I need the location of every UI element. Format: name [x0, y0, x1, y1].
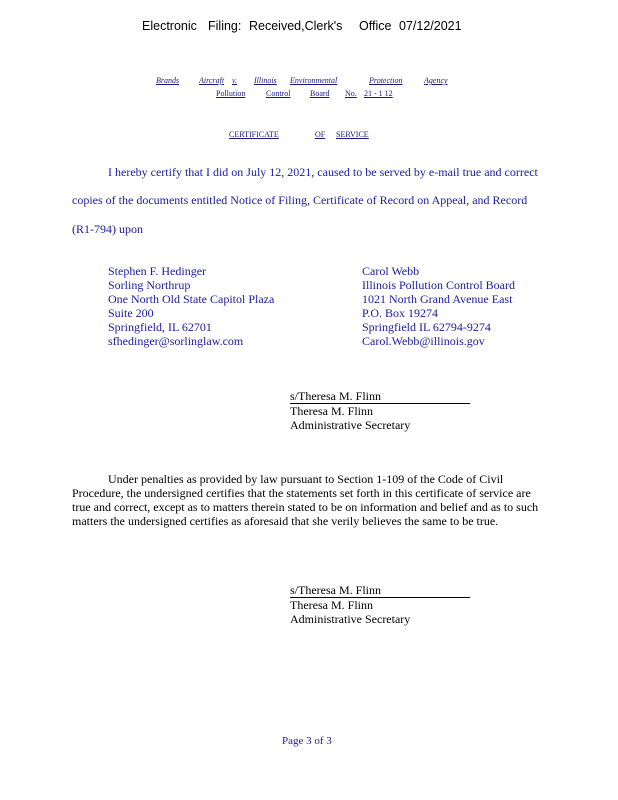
service-address-left	[108, 264, 274, 348]
caption-word: Protection	[369, 76, 403, 85]
caption-word: Agency	[424, 76, 448, 85]
certificate-title-word: SERVICE	[336, 130, 369, 139]
caption-word: Control	[266, 89, 291, 98]
caption-word: v.	[232, 76, 237, 85]
caption-word: Illinois	[254, 76, 277, 85]
signature-line: s/Theresa M. Flinn	[290, 583, 470, 598]
body-line-3: (R1-794) upon	[72, 222, 143, 236]
caption-word: Environmental	[290, 76, 338, 85]
address-line: Stephen F. Hedinger	[108, 264, 207, 278]
signature-block	[290, 583, 470, 626]
caption-word: Board	[310, 89, 330, 98]
signer-name: Theresa M. Flinn	[290, 404, 373, 418]
address-line: Carol Webb	[362, 264, 420, 278]
address-line: Suite 200	[108, 306, 154, 320]
signer-title: Administrative Secretary	[290, 418, 411, 432]
stamp-electronic: Electronic	[142, 19, 197, 33]
address-line: 1021 North Grand Avenue East	[362, 292, 513, 306]
caption-word: Brands	[156, 76, 180, 85]
stamp-date: 07/12/2021	[399, 19, 462, 33]
stamp-filing: Filing:	[208, 19, 242, 33]
address-line: Sorling Northrup	[108, 278, 191, 292]
certificate-title-word: OF	[315, 130, 326, 139]
signer-title: Administrative Secretary	[290, 612, 411, 626]
penalty-paragraph	[72, 472, 538, 528]
penalty-line: Procedure, the undersigned certifies that the statements set forth in this certificate of service are	[72, 486, 531, 500]
signer-name: Theresa M. Flinn	[290, 598, 373, 612]
email-link[interactable]: sfhedinger@sorlinglaw.com	[108, 334, 244, 348]
caption-word: No.	[345, 89, 357, 98]
penalty-line: Under penalties as provided by law pursuant to Section 1-109 of the Code of Civil	[108, 472, 504, 486]
service-address-right	[362, 264, 515, 348]
address-line: One North Old State Capitol Plaza	[108, 292, 275, 306]
page-number: Page 3 of 3	[282, 735, 332, 747]
address-line: Springfield, IL 62701	[108, 320, 212, 334]
body-line-1: I hereby certify that I did on July 12, 2021, caused to be served by e-mail true and correct	[108, 165, 538, 179]
penalty-line: matters the undersigned certifies as aforesaid that she verily believes the same to be true.	[72, 514, 499, 528]
penalty-line: true and correct, except as to matters therein stated to be on information and belief and as to such	[72, 500, 539, 514]
caption-word: 21 - 1 12	[364, 89, 393, 98]
stamp-office: Office	[359, 19, 392, 33]
stamp-received: Received,Clerk's	[249, 19, 343, 33]
body-line-2: copies of the documents entitled Notice of Filing, Certificate of Record on Appeal, and Record	[72, 193, 528, 207]
signature-block	[290, 389, 470, 432]
address-line: Illinois Pollution Control Board	[362, 278, 516, 292]
address-line: P.O. Box 19274	[362, 306, 439, 320]
caption-word: Pollution	[216, 89, 246, 98]
signature-line: s/Theresa M. Flinn	[290, 389, 470, 404]
email-link[interactable]: Carol.Webb@illinois.gov	[362, 334, 485, 348]
address-line: Springfield IL 62794-9274	[362, 320, 491, 334]
certificate-title-word: CERTIFICATE	[229, 130, 279, 139]
caption-word: Aircraft	[199, 76, 225, 85]
